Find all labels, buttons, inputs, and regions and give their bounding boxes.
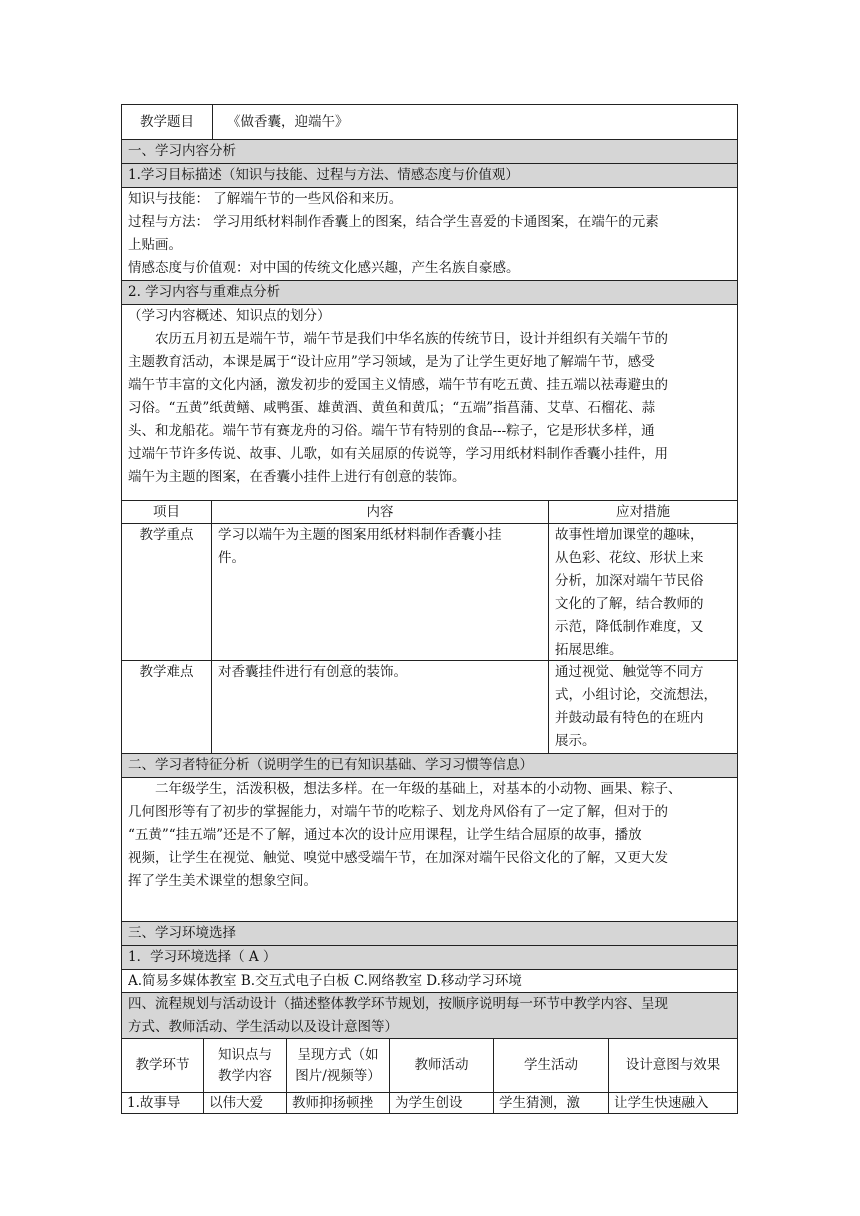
learner-line: 几何图形等有了初步的掌握能力，对端午节的吃粽子、划龙舟风俗有了一定了解，但对于的 [128, 804, 668, 820]
learner-line: “五黄”“挂五端”还是不了解，通过本次的设计应用课程，让学生结合屈原的故事，播放 [128, 827, 642, 843]
goals-heading: 1.学习目标描述（知识与技能、过程与方法、情感态度与价值观） [121, 164, 738, 188]
environment-options [121, 970, 738, 993]
content-subtitle: （学习内容概述、知识点的划分） [128, 308, 331, 324]
flow-header-row [121, 1039, 738, 1093]
goals-line: 过程与方法： 学习用纸材料制作香囊上的图案，结合学生喜爱的卡通图案，在端午的元素 [128, 214, 659, 230]
goals-line: 情感态度与价值观：对中国的传统文化感兴趣，产生名族自豪感。 [128, 260, 520, 276]
keypoints-measure-line: 示范，降低制作难度，又 [555, 619, 704, 635]
keypoints-header-measures: 应对措施 [616, 504, 670, 520]
topic-value: 《做香囊，迎端午》 [227, 113, 349, 130]
goals-line: 知识与技能： 了解端午节的一些风俗和来历。 [128, 191, 403, 207]
flow-header-text: 学生活动 [524, 1057, 578, 1073]
flow-header-text: 设计意图与效果 [625, 1057, 721, 1073]
lesson-plan-table [121, 104, 738, 1114]
section-3-heading: 三、学习环境选择 [121, 922, 738, 946]
section-4-heading-line: 四、流程规划与活动设计（描述整体教学环节规划，按顺序说明每一环节中教学内容、呈现 [128, 996, 668, 1012]
goals-body [121, 188, 738, 281]
keypoints-measures [549, 524, 737, 662]
flow-header-text: 教师活动 [414, 1057, 469, 1073]
flow-header-teacher [390, 1039, 494, 1092]
keypoints-measure-line: 分析，加深对端午节民俗 [555, 573, 704, 589]
flow-row [121, 1093, 738, 1114]
environment-subheading: 1．学习环境选择（ A ） [121, 946, 738, 970]
flow-cell: 让学生快速融入 [614, 1095, 709, 1111]
flow-header-text: 图片/视频等） [295, 1067, 381, 1084]
topic-label: 教学题目 [122, 105, 213, 139]
keypoints-item: 教学重点 [122, 524, 212, 662]
keypoints-content [212, 661, 549, 753]
environment-options-text: A.简易多媒体教室 B.交互式电子白板 C.网络教室 D.移动学习环境 [128, 973, 522, 989]
flow-header-stage [122, 1039, 204, 1092]
content-body [121, 305, 738, 501]
keypoints-content-line: 对香囊挂件进行有创意的装饰。 [218, 664, 407, 680]
keypoints-measure-line: 展示。 [555, 733, 596, 749]
content-heading: 2. 学习内容与重难点分析 [121, 281, 738, 305]
content-line: 端午为主题的图案，在香囊小挂件上进行有创意的装饰。 [128, 469, 466, 485]
flow-cell: 为学生创设 [390, 1093, 494, 1113]
content-line: 农历五月初五是端午节，端午节是我们中华名族的传统节日，设计并组织有关端午节的 [155, 331, 668, 347]
keypoints-measure-line: 从色彩、花纹、形状上来 [555, 550, 704, 566]
content-line: 头、和龙船花。端午节有赛龙舟的习俗。端午节有特别的食品---粽子，它是形状多样，通 [128, 423, 655, 439]
section-4-heading [121, 993, 738, 1039]
flow-cell: 1.故事导 [122, 1093, 204, 1113]
keypoints-item: 教学难点 [122, 661, 212, 753]
keypoints-measure-line: 通过视觉、触觉等不同方 [555, 664, 704, 680]
keypoints-measure-line: 故事性增加课堂的趣味， [555, 527, 704, 543]
content-line: 主题教育活动，本课是属于“设计应用”学习领域，是为了让学生更好地了解端午节，感受 [128, 354, 655, 370]
flow-header-student [494, 1039, 609, 1092]
flow-header-text: 呈现方式（如 [297, 1046, 379, 1063]
content-line: 习俗。“五黄”纸黄鳝、咸鸭蛋、雄黄酒、黄鱼和黄瓜；“五端”指菖蒲、艾草、石榴花、蒜 [128, 400, 656, 416]
keypoints-header-item: 项目 [122, 501, 212, 524]
keypoints-header-content: 内容 [212, 501, 549, 524]
section-1-heading: 一、学习内容分析 [121, 140, 738, 164]
topic-row [121, 104, 738, 140]
content-line: 过端午节许多传说、故事、儿歌，如有关屈原的传说等，学习用纸材料制作香囊小挂件，用 [128, 446, 668, 462]
flow-header-text: 知识点与 [218, 1046, 272, 1063]
keypoints-content [212, 524, 549, 662]
keypoints-measure-line: 并鼓动最有特色的在班内 [555, 710, 704, 726]
flow-header-text: 教学环节 [135, 1057, 190, 1073]
section-2-heading: 二、学习者特征分析（说明学生的已有知识基础、学习习惯等信息） [121, 754, 738, 778]
keypoints-row-difficulty [121, 661, 738, 754]
keypoints-measure-line: 文化的了解，结合教师的 [555, 596, 704, 612]
flow-header-presentation [287, 1039, 390, 1092]
learner-line: 挥了学生美术课堂的想象空间。 [128, 873, 317, 889]
flow-cell: 学生猜测，激 [494, 1093, 609, 1113]
keypoints-content-line: 学习以端午为主题的图案用纸材料制作香囊小挂 [218, 527, 502, 543]
keypoints-measure-line: 拓展思维。 [555, 642, 623, 658]
section-4-heading-line: 方式、教师活动、学生活动以及设计意图等） [128, 1019, 398, 1035]
flow-header-intent [609, 1039, 737, 1092]
keypoints-content-line: 件。 [218, 550, 245, 566]
learner-line: 二年级学生，活泼积极，想法多样。在一年级的基础上，对基本的小动物、画果、粽子、 [155, 781, 682, 797]
keypoints-measure-line: 式，小组讨论，交流想法， [555, 687, 717, 703]
goals-line: 上贴画。 [128, 237, 182, 253]
keypoints-measures [549, 661, 737, 753]
keypoints-row-focus [121, 524, 738, 661]
flow-header-knowledge [204, 1039, 287, 1092]
content-line: 端午节丰富的文化内涵，激发初步的爱国主义情感，端午节有吃五黄、挂五端以祛毒避虫的 [128, 377, 668, 393]
keypoints-header-row [121, 501, 738, 524]
learner-analysis-body [121, 778, 738, 922]
flow-header-text: 教学内容 [218, 1067, 272, 1084]
learner-line: 视频，让学生在视觉、触觉、嗅觉中感受端午节，在加深对端午民俗文化的了解，又更大发 [128, 850, 668, 866]
flow-cell: 教师抑扬顿挫 [287, 1093, 390, 1113]
flow-cell: 以伟大爱 [204, 1093, 287, 1113]
